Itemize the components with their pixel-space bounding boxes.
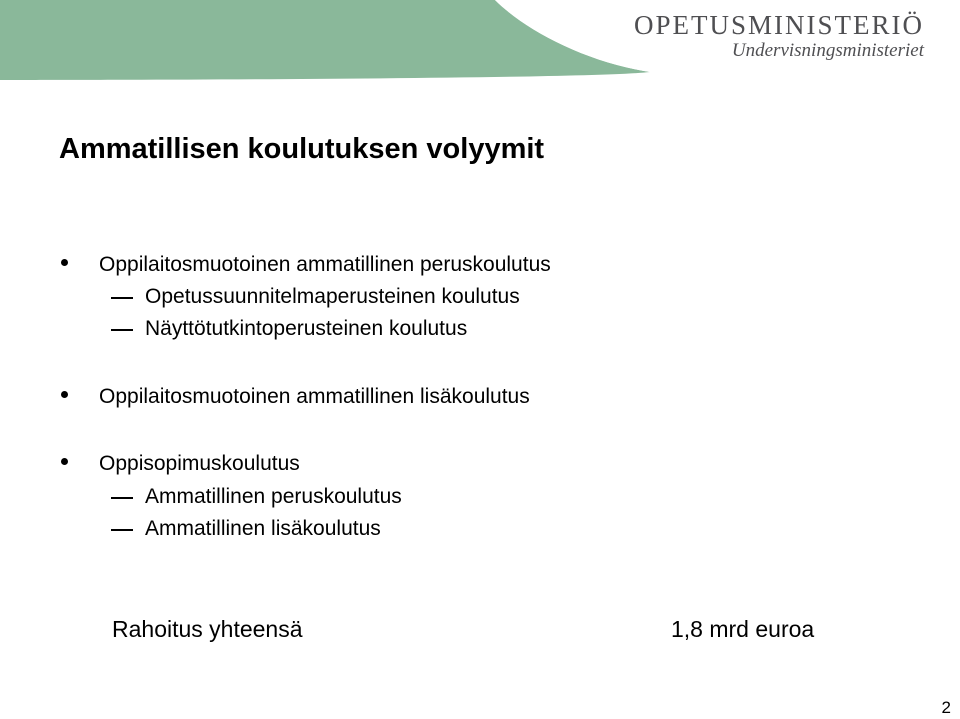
item-label: Oppilaitosmuotoinen ammatillinen lisäkoulutus: [99, 385, 530, 408]
bullet-icon: [61, 458, 68, 465]
total-label: Rahoitus yhteensä: [112, 616, 303, 642]
logo-main-text: OPETUSMINISTERIÖ: [633, 10, 924, 40]
bullet-icon: [61, 259, 68, 266]
total-value: 1,8 mrd euroa: [671, 616, 815, 642]
page-number: 2: [941, 698, 951, 717]
dash-icon: [111, 529, 133, 531]
item-label: Opetussuunnitelmaperusteinen koulutus: [145, 285, 520, 308]
ministry-logo: [634, 10, 924, 62]
slide-title: Ammatillisen koulutuksen volyymit: [59, 133, 545, 165]
dash-icon: [111, 329, 133, 331]
item-label: Oppisopimuskoulutus: [99, 452, 300, 475]
item-label: Oppilaitosmuotoinen ammatillinen peruskoulutus: [99, 253, 551, 276]
logo-sub-text: Undervisningsministeriet: [731, 40, 924, 61]
dash-icon: [111, 497, 133, 499]
item-label: Näyttötutkintoperusteinen koulutus: [145, 317, 468, 340]
dash-icon: [111, 297, 133, 299]
bullet-icon: [61, 391, 68, 398]
item-label: Ammatillinen peruskoulutus: [145, 485, 402, 508]
item-label: Ammatillinen lisäkoulutus: [145, 517, 381, 540]
